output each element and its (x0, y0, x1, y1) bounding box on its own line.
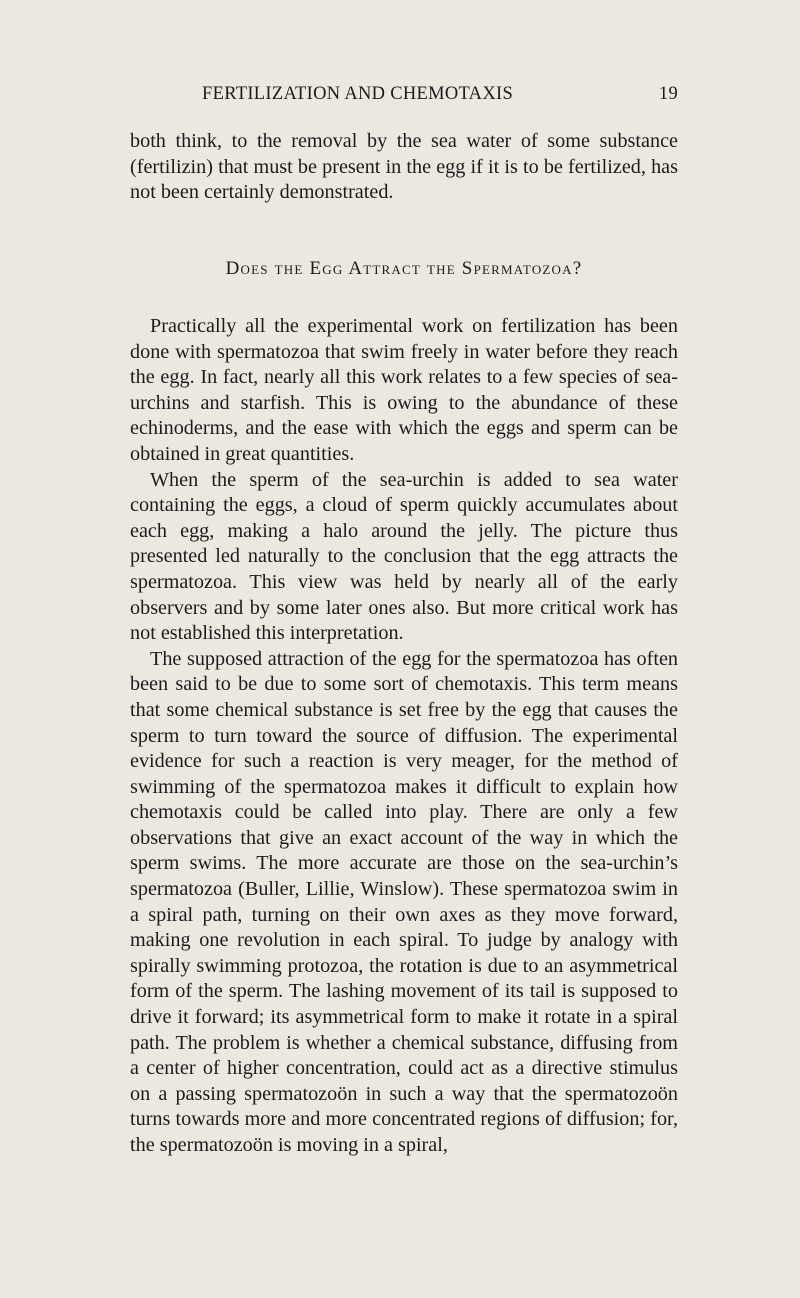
section-heading: Does the Egg Attract the Spermatozoa? (225, 258, 583, 279)
page-number: 19 (658, 84, 678, 104)
running-head-title: FERTILIZATION AND CHEMOTAXIS (202, 84, 514, 104)
paragraph: When the sperm of the sea-urchin is added to sea water containing the eggs, a cloud of sperm quickly accumulates about each egg, making a halo around the jelly. The picture thus presented led naturally to the conclusion that the egg attracts the spermatozoa. This view was held by nearly all of the early observers and by some later ones also. But more critical work has not established this interpretation. (130, 468, 678, 645)
paragraph: The supposed attraction of the egg for the spermatozoa has often been said to be due to some sort of chemotaxis. This term means that some chemical substance is set free by the egg that causes the sperm to turn toward the source of diffusion. The experimental evidence for such a reaction is very meager, for the method of swimming of the spermatozoa makes it difficult to explain how chemotaxis could be called into play. There are only a few observations that give an exact account of the way in which the sperm swims. The more accurate are those on the sea-urchin’s spermatozoa (Buller, Lillie, Winslow). These spermatozoa swim in a spiral path, turning on their own axes as they move forward, making one revolution in each spiral. To judge by analogy with spirally swimming protozoa, the rotation is due to an asymmetrical form of the sperm. The lashing movement of its tail is supposed to drive it forward; its asymmetrical form to make it rotate in a spiral path. The problem is whether a chemical substance, diffusing from a center of higher concentration, could act as a directive stimulus on a passing spermatozoön in such a way that the spermatozoön turns towards more and more concentrated regions of diffusion; for, the spermatozoön is moving in a spiral, (130, 647, 678, 1156)
section-body (130, 314, 678, 1159)
continuation-paragraph: both think, to the removal by the sea water of some substance (fertilizin) that must be present in the egg if it is to be fertilized, has not been certainly demonstrated. (130, 130, 678, 204)
paragraph: Practically all the experimental work on fertilization has been done with spermatozoa that swim freely in water before they reach the egg. In fact, nearly all this work relates to a few species of sea-urchins and starfish. This is owing to the abundance of these echinoderms, and the ease with which the eggs and sperm can be obtained in great quantities. (130, 315, 678, 465)
running-head (130, 84, 678, 114)
continuation-block (130, 129, 678, 206)
